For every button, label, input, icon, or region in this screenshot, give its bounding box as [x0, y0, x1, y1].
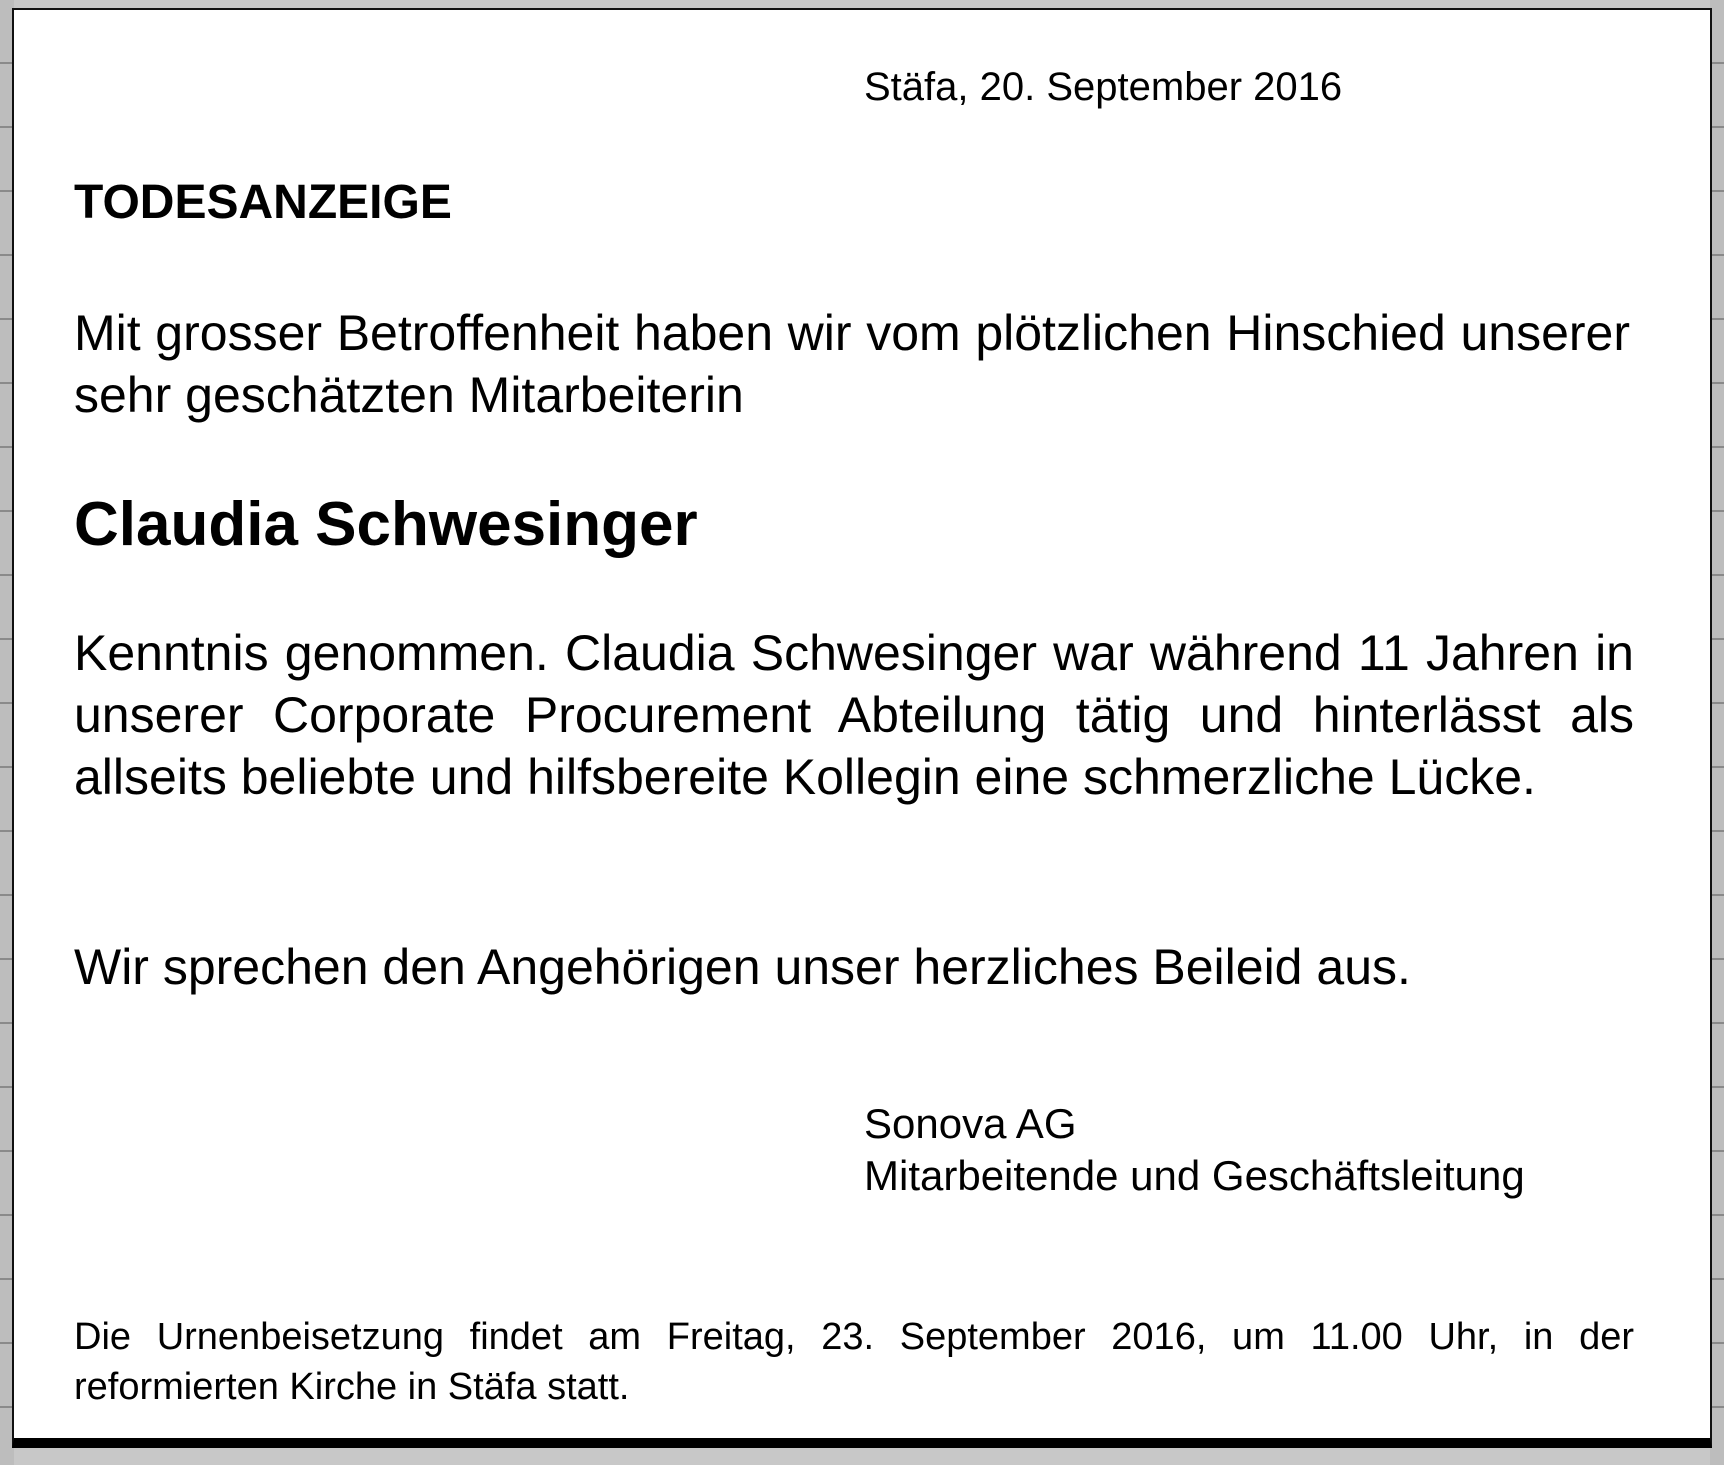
- signature-company: Sonova AG: [864, 1100, 1077, 1147]
- date-place: Stäfa, 20. September 2016: [864, 65, 1343, 109]
- right-edge-strip: [1710, 0, 1724, 1465]
- signature-group: Mitarbeitende und Geschäftsleitung: [864, 1152, 1525, 1199]
- death-notice-document: [12, 8, 1712, 1448]
- deceased-name: Claudia Schwesinger: [74, 490, 698, 559]
- funeral-info: Die Urnenbeisetzung findet am Freitag, 23. September 2016, um 11.00 Uhr, in der reformierten Kirche in Stäfa statt.: [74, 1316, 1634, 1408]
- intro-paragraph: Mit grosser Betroffenheit haben wir vom plötzlichen Hinschied unserer sehr geschätzten Mitarbeiterin: [74, 305, 1630, 423]
- condolence-line: Wir sprechen den Angehörigen unser herzliches Beileid aus.: [74, 939, 1411, 995]
- body-paragraph: Kenntnis genommen. Claudia Schwesinger war während 11 Jahren in unserer Corporate Procurement Abteilung tätig und hinterlässt als allseits beliebte und hilfsbereite Kollegin eine schmerzliche Lücke.: [74, 625, 1634, 805]
- notice-heading: TODESANZEIGE: [74, 176, 452, 229]
